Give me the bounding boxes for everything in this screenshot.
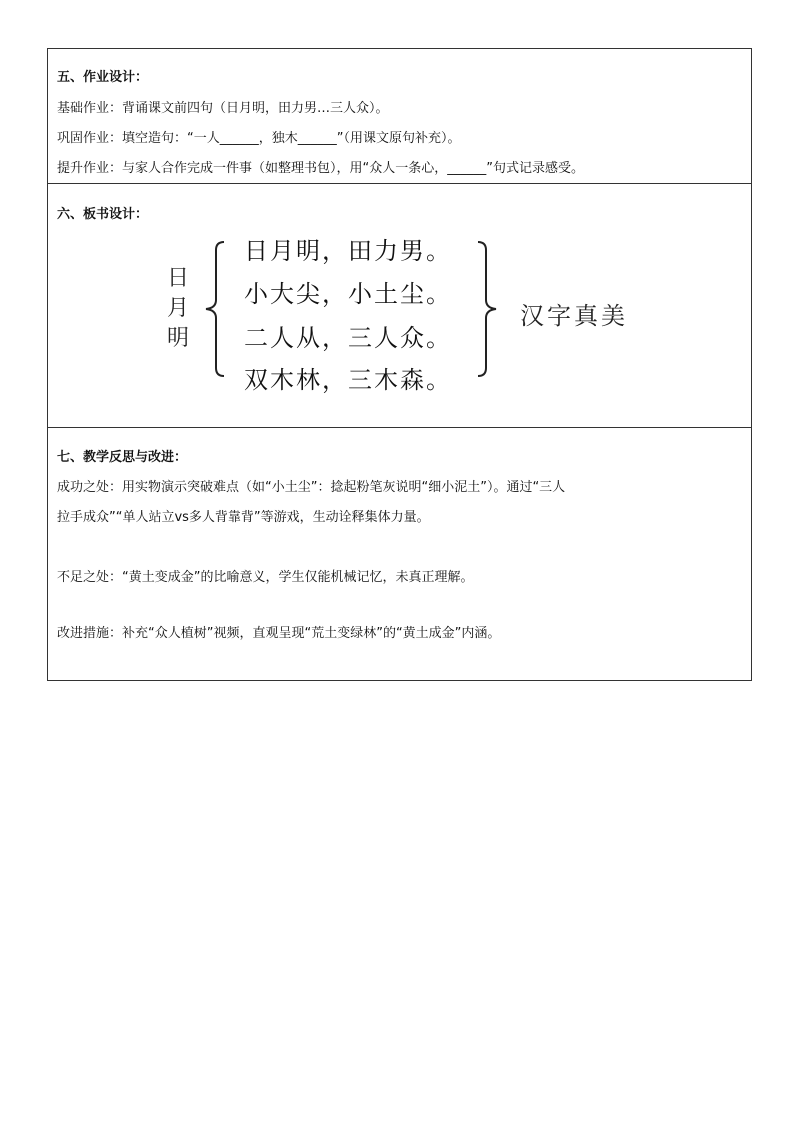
blackboard-left-vertical (166, 264, 190, 354)
reflection-heading: 七、教学反思与改进： (57, 450, 188, 465)
lesson-plan-table (47, 48, 752, 681)
homework-heading: 五、作业设计： (57, 70, 149, 85)
left-char-yue: 月 (166, 296, 189, 321)
homework-consolidate: 巩固作业：填空造句：“一人______，独木______”（用课文原句补充）。 (57, 131, 461, 146)
reflection-improvement: 改进措施：补充“众人植树”视频，直观呈现“荒土变绿林”的“黄土成金”内涵。 (57, 626, 501, 641)
blackboard-line-1: 日月明，田力男。 (244, 237, 452, 265)
homework-basic: 基础作业：背诵课文前四句（日月明，田力男…三人众）。 (57, 101, 389, 116)
reflection-success-2: 拉手成众”“单人站立vs多人背靠背”等游戏，生动诠释集体力量。 (57, 510, 430, 525)
homework-section (48, 49, 751, 184)
left-brace-icon (202, 238, 232, 380)
left-char-ri: 日 (166, 266, 189, 291)
blackboard-line-4: 双木林，三木森。 (244, 366, 452, 394)
reflection-section (48, 428, 751, 680)
blackboard-right-label: 汉字真美 (520, 302, 628, 330)
left-char-ming: 明 (166, 326, 189, 351)
blackboard-line-3: 二人从，三人众。 (244, 324, 452, 352)
blackboard-heading: 六、板书设计： (57, 207, 149, 222)
homework-advanced: 提升作业：与家人合作完成一件事（如整理书包），用“众人一条心，______”句式记录感受。 (57, 161, 584, 176)
reflection-shortcoming: 不足之处：“黄土变成金”的比喻意义，学生仅能机械记忆，未真正理解。 (57, 570, 474, 585)
reflection-success-1: 成功之处：用实物演示突破难点（如“小土尘”：捻起粉笔灰说明“细小泥土”）。通过“三人 (57, 480, 566, 495)
right-brace-icon (472, 238, 502, 380)
blackboard-section (48, 184, 751, 428)
blackboard-line-2: 小大尖，小土尘。 (244, 280, 452, 308)
